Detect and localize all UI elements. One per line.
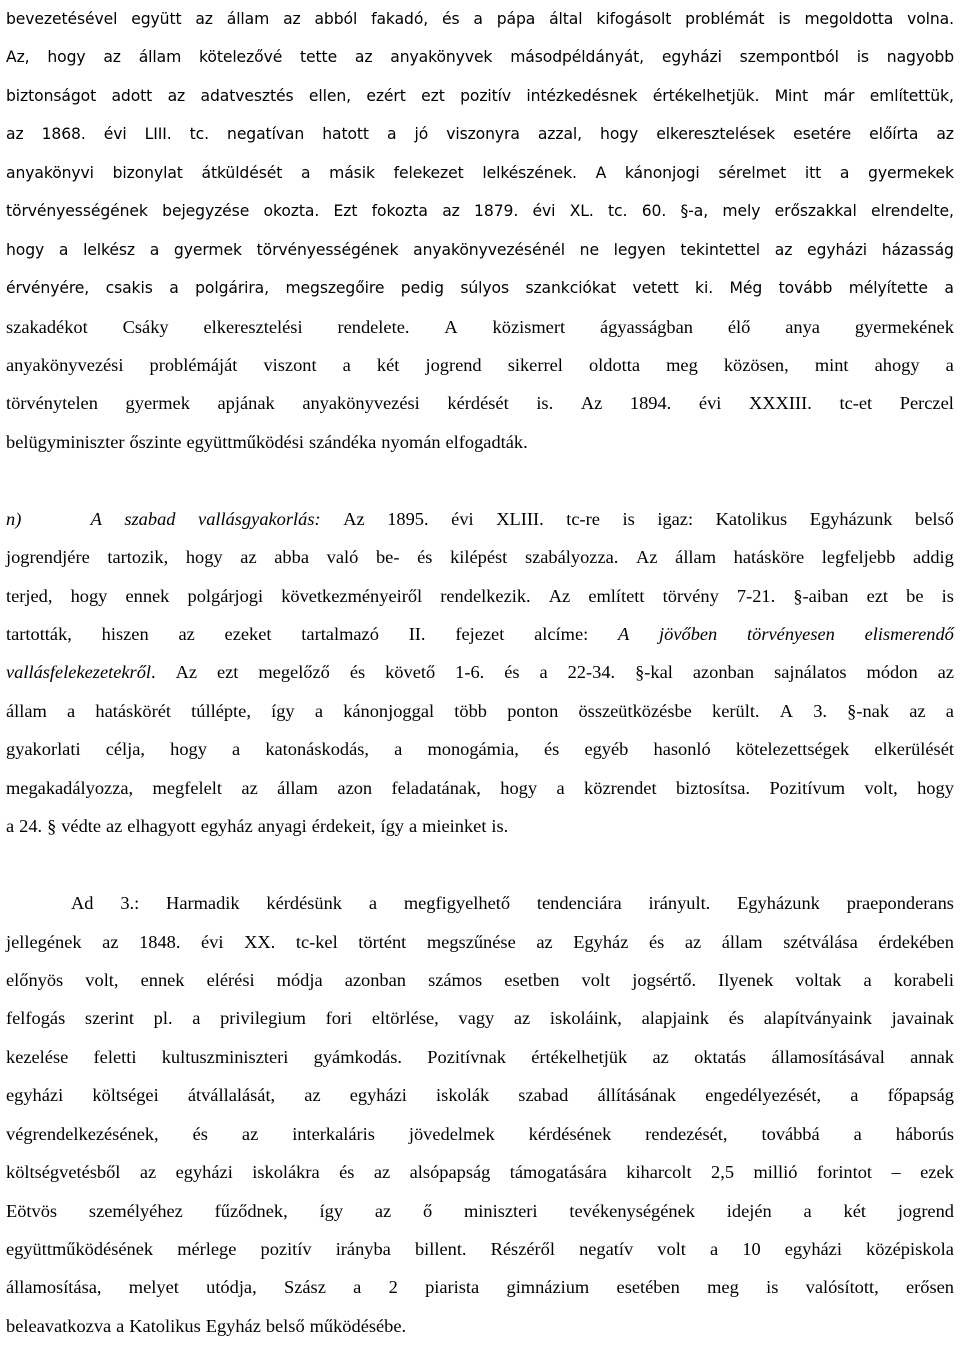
list-marker: n): [6, 508, 22, 529]
text-line: együttműködésének mérlege pozitív irányba billent. Részéről negatív volt a 10 egyházi középiskola: [6, 1239, 954, 1259]
text-line: beleavatkozva a Katolikus Egyház belső működésébe.: [6, 1315, 407, 1336]
paragraph-spacer: [6, 461, 954, 499]
text-line: felfogás szerint pl. a privilegium fori eltörlése, vagy az iskoláink, alapjaink és alapítványaink javainak: [6, 1008, 954, 1029]
text-line: belügyminiszter őszinte együttműködési szándéka nyomán elfogadták.: [6, 431, 528, 452]
text-line: szakadékot Csáky elkeresztelési rendelete. A közismert ágyasságban élő anya gyermekének: [6, 316, 954, 337]
paragraph-p2: [6, 500, 954, 846]
text-line: terjed, hogy ennek polgárjogi következményeiről rendelkezik. Az említett törvény 7-21. §-aiban ezt be is: [6, 585, 954, 606]
paragraph-spacer: [6, 846, 954, 884]
document-page: [6, 0, 954, 1345]
text-line: végrendelkezésének, és az interkaláris jövedelmek kérdésének rendezését, továbbá a háborús: [6, 1123, 954, 1144]
text-line: biztonságot adott az adatvesztés ellen, ezért ezt pozitív intézkedésnek értékelhetjük. Mint már említettük,: [6, 86, 954, 105]
text-line: jellegének az 1848. évi XX. tc-kel történt megszűnése az Egyház és az állam szétválása érdekében: [6, 931, 954, 952]
text-line: megakadályozza, megfelelt az állam azon feladatának, hogy a közrendet biztosítsa. Pozitívum volt, hogy: [6, 777, 954, 798]
text-line: n) A szabad vallásgyakorlás: Az 1895. évi XLIII. tc-re is igaz: Katolikus Egyházunk belső: [6, 500, 954, 538]
text-line: törvényességének bejegyzése okozta. Ezt fokozta az 1879. évi XL. tc. 60. §-a, mely erőszakkal elrendelte,: [6, 202, 954, 221]
paragraph-p3: [6, 884, 954, 1345]
text-line: Eötvös személyéhez fűződnek, így az ő miniszteri tevékenységének idején a két jogrend: [6, 1200, 954, 1221]
text-line: hogy a lelkész a gyermek törvényességének anyakönyvezésénél ne legyen tekintettel az egyházi házasság: [6, 240, 954, 259]
text-line: az 1868. évi LIII. tc. negatívan hatott a jó viszonyra azzal, hogy elkeresztelések esetére előírta az: [6, 125, 954, 144]
text-line: államosítása, melyet utódja, Szász a 2 piarista gimnázium esetében meg is valósított, erősen: [6, 1277, 954, 1298]
text-line: Az, hogy az állam kötelezővé tette az anyakönyvek másodpéldányát, egyházi szempontból is nagyobb: [6, 48, 954, 67]
text-line: anyakönyvi bizonylat átküldését a másik felekezet lelkészének. A kánonjogi sérelmet itt a gyermekek: [6, 163, 954, 182]
text-line: bevezetésével együtt az állam az abból fakadó, és a pápa által kifogásolt problémát is megoldotta volna.: [6, 10, 954, 28]
text-line: érvényére, csakis a polgárira, megszegőire pedig súlyos szankciókat vetett ki. Még tovább mélyítette a: [6, 279, 954, 298]
text-line: gyakorlati célja, hogy a katonáskodás, a monogámia, és egyéb hasonló kötelezettségek elkerülését: [6, 739, 954, 760]
text-line: Ad 3.: Harmadik kérdésünk a megfigyelhető tendenciára irányult. Egyházunk praeponderans: [71, 893, 954, 914]
text-line: állam a hatáskörét túllépte, így a kánonjoggal több ponton összeütközésbe került. A 3. §-nak az a: [6, 700, 954, 721]
paragraph-p1: [6, 0, 954, 461]
text-line: törvénytelen gyermek apjának anyakönyvezési kérdését is. Az 1894. évi XXXIII. tc-et Perczel: [6, 393, 954, 414]
text-line: kezelése feletti kultuszminiszteri gyámkodás. Pozitívnak értékelhetjük az oktatás államosításával annak: [6, 1046, 954, 1067]
text-line: a 24. § védte az elhagyott egyház anyagi érdekeit, így a mieinket is.: [6, 816, 509, 837]
text-line: költségvetésből az egyházi iskolákra és az alsópapság támogatására kiharcolt 2,5 millió forintot – ezek: [6, 1162, 954, 1183]
text-line: anyakönyvezési problémáját viszont a két jogrend sikerrel oldotta meg közösen, mint ahogy a: [6, 354, 954, 375]
text-line: tartották, hiszen az ezeket tartalmazó II. fejezet alcíme: A jövőben törvényesen elismerendő: [6, 624, 954, 644]
text-line: vallásfelekezetekről. Az ezt megelőző és követő 1-6. és a 22-34. §-kal azonban sajnálatos módon az: [6, 662, 954, 683]
text-line: előnyös volt, ennek elérési módja azonban számos esetben volt jogsértő. Ilyenek voltak a korabeli: [6, 969, 954, 990]
text-line: egyházi költségei átvállalását, az egyházi iskolák szabad állításának engedélyezését, a főpapság: [6, 1085, 954, 1106]
text-line: jogrendjére tartozik, hogy az abba való be- és kilépést szabályozza. Az állam hatásköre legfeljebb addig: [6, 547, 954, 568]
